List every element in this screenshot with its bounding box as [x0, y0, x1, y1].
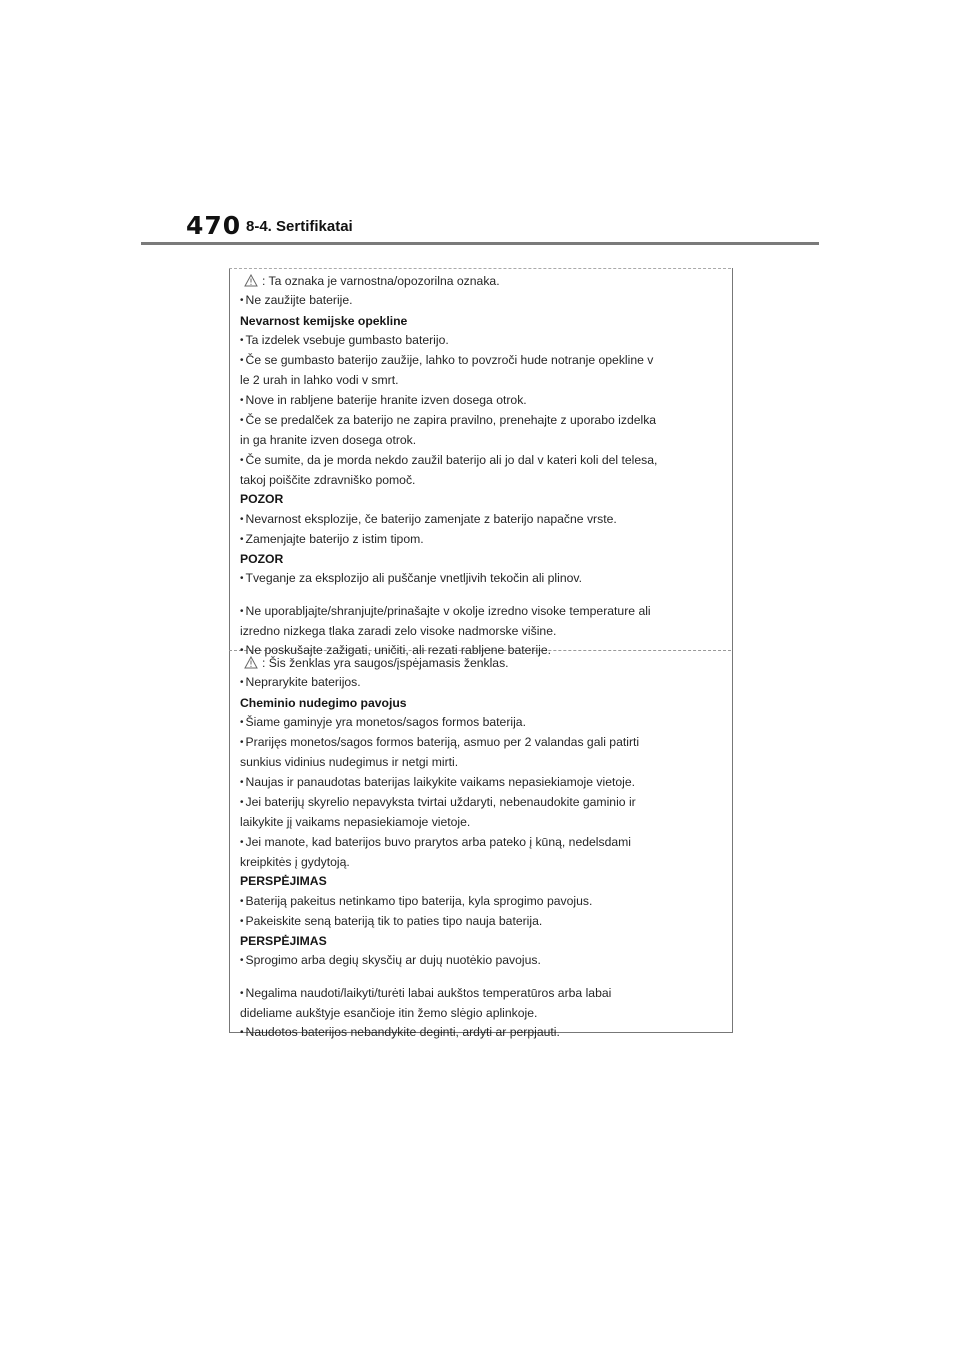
label-heading: PERSPĖJIMAS [240, 934, 327, 949]
text-line: dideliame aukštyje esančioje itin žemo slėgio aplinkoje. [240, 1006, 538, 1021]
warning-symbol-line [240, 654, 710, 673]
bullet-item: • Če sumite, da je morda nekdo zaužil baterijo ali jo dal v kateri koli del telesa, [240, 451, 710, 471]
bullet-item: • Ne uporabljajte/shranjujte/prinašajte v okolje izredno visoke temperature ali [240, 602, 710, 622]
text-line: laikykite jį vaikams nepasiekiamoje vietoje. [240, 815, 471, 830]
text-line: in ga hranite izven dosega otrok. [240, 433, 417, 448]
text-line: izredno nizkega tlaka zaradi zelo visoke nadmorske višine. [240, 624, 557, 639]
bullet-item: • Pakeiskite seną bateriją tik to paties tipo nauja baterija. [240, 912, 710, 932]
bullet-item: • Jei manote, kad baterijos buvo prarytos arba pateko į kūną, nedelsdami [240, 833, 710, 853]
bullet-item: • Neprarykite baterijos. [240, 673, 710, 693]
bullet-item: • Naujas ir panaudotas baterijas laikykite vaikams nepasiekiamoje vietoje. [240, 773, 710, 793]
warning-triangle-icon [244, 656, 258, 669]
text-line: kreipkitės į gydytoją. [240, 854, 350, 869]
bullet-item: • Sprogimo arba degių skysčių ar dujų nuotėkio pavojus. [240, 951, 710, 971]
bullet-item: • Naudotos baterijos nebandykite deginti, ardyti ar perpjauti. [240, 1023, 710, 1043]
label-lithuanian [240, 654, 710, 1044]
bullet-item: • Zamenjajte baterijo z istim tipom. [240, 530, 710, 550]
paragraph-gap [240, 590, 710, 602]
bullet-item: • Če se gumbasto baterijo zaužije, lahko to povzroči hude notranje opekline v [240, 351, 710, 371]
label-heading: PERSPĖJIMAS [240, 874, 327, 889]
label-heading: POZOR [240, 552, 284, 567]
warning-symbol-line [240, 272, 710, 291]
text-line: le 2 urah in lahko vodi v smrt. [240, 373, 399, 388]
warning-symbol-text: : Šis ženklas yra saugos/įspėjamasis ženklas. [262, 656, 509, 670]
label-top-edge [229, 268, 731, 269]
bullet-item: • Jei baterijų skyrelio nepavyksta tvirtai uždaryti, nebenaudokite gaminio ir [240, 793, 710, 813]
header-rule [141, 242, 819, 245]
paragraph-gap [240, 972, 710, 984]
warning-triangle-icon [244, 274, 258, 287]
bullet-item: • Negalima naudoti/laikyti/turėti labai aukštos temperatūros arba labai [240, 984, 710, 1004]
section-title: 8-4. Sertifikatai [246, 218, 353, 235]
bullet-item: • Ne poskušajte zažigati, uničiti, ali rezati rabljene baterije. [240, 641, 710, 661]
bullet-item: • Bateriją pakeitus netinkamo tipo baterija, kyla sprogimo pavojus. [240, 892, 710, 912]
label-heading: Nevarnost kemijske opekline [240, 313, 408, 328]
text-line: takoj poiščite zdravniško pomoč. [240, 472, 416, 487]
warning-symbol-text: : Ta oznaka je varnostna/opozorilna oznaka. [262, 274, 500, 288]
label-heading: Cheminio nudegimo pavojus [240, 695, 407, 710]
bullet-item: • Prarijęs monetos/sagos formos bateriją, asmuo per 2 valandas gali patirti [240, 733, 710, 753]
page-number: 470 [186, 211, 242, 240]
bullet-item: • Ne zaužijte baterije. [240, 291, 710, 311]
label-slovenian [240, 272, 710, 662]
bullet-item: • Nevarnost eksplozije, če baterijo zamenjate z baterijo napačne vrste. [240, 510, 710, 530]
bullet-item: • Ta izdelek vsebuje gumbasto baterijo. [240, 331, 710, 351]
bullet-item: • Če se predalček za baterijo ne zapira pravilno, prenehajte z uporabo izdelka [240, 411, 710, 431]
bullet-item: • Šiame gaminyje yra monetos/sagos formos baterija. [240, 713, 710, 733]
text-line: sunkius vidinius nudegimus ir netgi mirti. [240, 755, 459, 770]
bullet-item: • Nove in rabljene baterije hranite izven dosega otrok. [240, 391, 710, 411]
bullet-item: • Tveganje za eksplozijo ali puščanje vnetljivih tekočin ali plinov. [240, 569, 710, 589]
label-heading: POZOR [240, 492, 284, 507]
